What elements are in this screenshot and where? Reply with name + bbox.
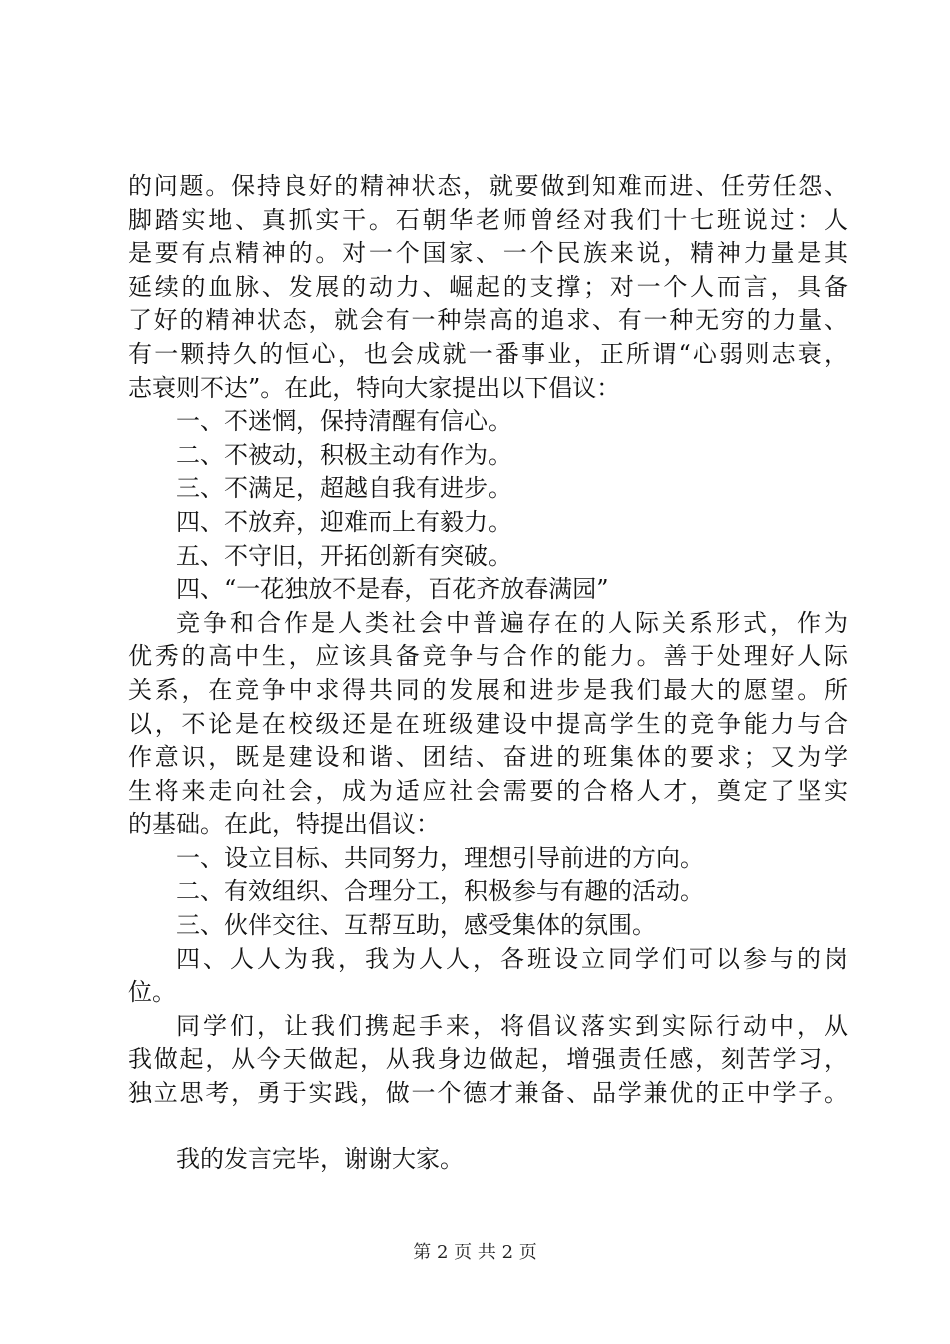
proposal-item: 一、不迷惘，保持清醒有信心。: [176, 407, 512, 436]
text-line: 延续的血脉、发展的动力、崛起的支撑；对一个人而言，具备: [128, 272, 848, 301]
text-line: 独立思考，勇于实践，做一个德才兼备、品学兼优的正中学子。: [128, 1079, 848, 1108]
text-line: 的基础。在此，特提出倡议：: [128, 810, 440, 839]
text-line: 竞争和合作是人类社会中普遍存在的人际关系形式，作为: [176, 608, 848, 637]
paragraph-gap: [128, 1111, 848, 1143]
proposal-item: 二、有效组织、合理分工，积极参与有趣的活动。: [176, 877, 704, 906]
text-line: 脚踏实地、真抓实干。石朝华老师曾经对我们十七班说过：人: [128, 205, 848, 234]
closing-line: 我的发言完毕，谢谢大家。: [176, 1144, 464, 1173]
text-line: 的问题。保持良好的精神状态，就要做到知难而进、任劳任怨、: [128, 172, 848, 200]
text-line: 位。: [128, 978, 176, 1007]
proposal-item: 三、不满足，超越自我有进步。: [176, 474, 512, 503]
text-line: 志衰则不达”。在此，特向大家提出以下倡议：: [128, 373, 621, 402]
text-line: 以，不论是在校级还是在班级建设中提高学生的竞争能力与合: [128, 709, 848, 738]
text-line: 有一颗持久的恒心，也会成就一番事业，正所谓“心弱则志衰，: [128, 339, 848, 368]
text-line: 作意识，既是建设和谐、团结、奋进的班集体的要求；又为学: [128, 743, 848, 772]
text-line: 关系，在竞争中求得共同的发展和进步是我们最大的愿望。所: [128, 675, 848, 704]
proposal-item: 二、不被动，积极主动有作为。: [176, 440, 512, 469]
text-line: 生将来走向社会，成为适应社会需要的合格人才，奠定了坚实: [128, 776, 848, 805]
text-line: 同学们，让我们携起手来，将倡议落实到实际行动中，从: [176, 1011, 848, 1040]
text-line: 了好的精神状态，就会有一种崇高的追求、有一种无穷的力量、: [128, 306, 848, 335]
section-heading: 四、“一花独放不是春，百花齐放春满园”: [176, 575, 609, 604]
document-body: [128, 170, 848, 1176]
proposal-item: 四、人人为我，我为人人，各班设立同学们可以参与的岗: [176, 944, 848, 973]
text-line: 我做起，从今天做起，从我身边做起，增强责任感，刻苦学习，: [128, 1045, 848, 1074]
text-line: 是要有点精神的。对一个国家、一个民族来说，精神力量是其: [128, 239, 848, 268]
proposal-item: 三、伙伴交往、互帮互助，感受集体的氛围。: [176, 911, 656, 940]
text-line: 优秀的高中生，应该具备竞争与合作的能力。善于处理好人际: [128, 642, 848, 671]
proposal-item: 一、设立目标、共同努力，理想引导前进的方向。: [176, 843, 704, 872]
proposal-item: 五、不守旧，开拓创新有突破。: [176, 541, 512, 570]
page-footer: 第 2 页 共 2 页: [413, 1242, 537, 1263]
proposal-item: 四、不放弃，迎难而上有毅力。: [176, 507, 512, 536]
